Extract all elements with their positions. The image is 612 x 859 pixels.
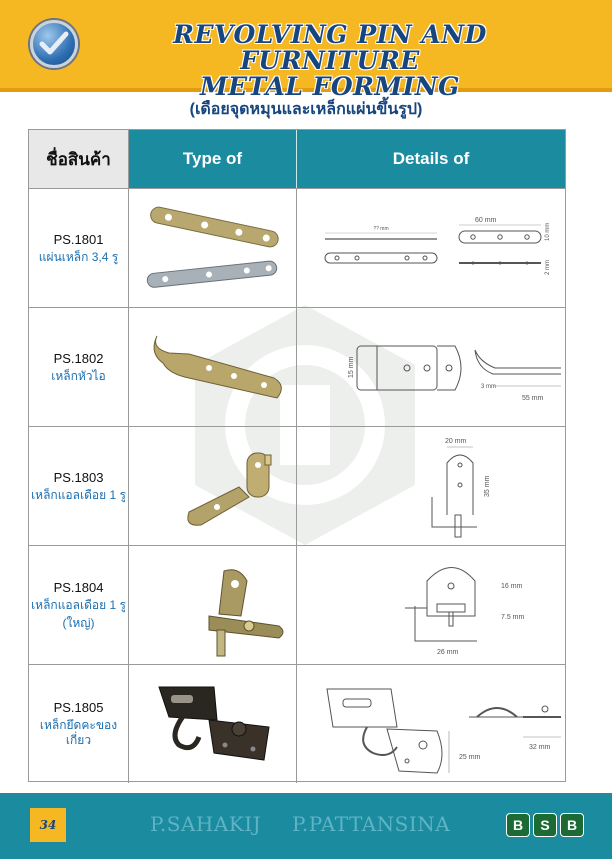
company-name: P.PATTANSINA (292, 812, 451, 836)
dim-label: ?? mm (373, 226, 389, 232)
product-drawing-cell (297, 546, 565, 664)
technical-drawing (297, 546, 565, 664)
product-table (28, 129, 566, 782)
dim-label: 20 mm (445, 438, 467, 445)
dim-label: 16 mm (501, 583, 523, 590)
technical-drawing (297, 665, 565, 783)
product-name-cell (29, 665, 129, 783)
product-image-cell (129, 427, 297, 545)
table-row (29, 426, 565, 545)
brand-logo-icon: B (560, 813, 584, 837)
table-row (29, 664, 565, 783)
product-desc: เหล็กแอลเดือย 1 รู (31, 487, 126, 502)
product-code: PS.1804 (53, 579, 104, 595)
product-desc: เหล็กยึดคะของเกี่ยว (39, 718, 118, 747)
check-badge-icon (30, 20, 78, 68)
dim-label: 15 mm (348, 356, 355, 378)
product-name-cell (29, 546, 129, 664)
dim-label: 10 mm (545, 222, 551, 241)
table-row (29, 307, 565, 426)
product-desc-size: (ใหญ่) (62, 615, 95, 630)
technical-drawing (297, 427, 565, 545)
product-name-cell (29, 189, 129, 307)
table-header (29, 130, 565, 188)
dim-label: 32 mm (529, 744, 551, 751)
page-number: 34 (30, 808, 66, 842)
table-row (29, 545, 565, 664)
technical-drawing (297, 308, 565, 426)
technical-drawing (297, 189, 565, 307)
dim-label: 3 mm (481, 384, 496, 390)
dim-label: 35 mm (484, 475, 491, 497)
dim-label: 60 mm (475, 217, 497, 224)
product-code: PS.1802 (53, 350, 104, 366)
product-image-cell (129, 665, 297, 783)
dim-label: 55 mm (522, 395, 544, 402)
page-subtitle: (เดือยจุดหมุนและเหล็กแผ่นขึ้นรูป) (189, 101, 423, 118)
dim-label: 25 mm (459, 754, 481, 761)
brand-logo-icon: B (506, 813, 530, 837)
footer-company-names (150, 812, 474, 836)
hook-plate-image (129, 308, 297, 426)
l-pin-image (129, 427, 297, 545)
product-image-cell (129, 546, 297, 664)
product-drawing-cell (297, 308, 565, 426)
table-row (29, 188, 565, 307)
brand-logo-icon: S (533, 813, 557, 837)
title-line-1: REVOLVING PIN AND FURNITURE (173, 20, 487, 75)
dim-label: 7.5 mm (501, 614, 525, 621)
product-image-cell (129, 189, 297, 307)
product-drawing-cell (297, 427, 565, 545)
product-name-cell (29, 427, 129, 545)
hasp-latch-image (129, 665, 297, 783)
brand-logos (506, 813, 584, 837)
l-pin-large-image (129, 546, 297, 664)
dim-label: 2 mm (545, 260, 551, 275)
product-drawing-cell (297, 189, 565, 307)
product-drawing-cell (297, 665, 565, 783)
product-desc: เหล็กแอลเดือย 1 รู (31, 597, 126, 612)
product-desc: เหล็กหัวไอ (51, 368, 106, 383)
product-name-cell (29, 308, 129, 426)
product-code: PS.1803 (53, 469, 104, 485)
product-image-cell (129, 308, 297, 426)
product-code: PS.1805 (53, 700, 104, 715)
column-header-name: ชื่อสินค้า (29, 130, 129, 188)
flat-plate-image (129, 189, 297, 307)
column-header-type: Type of (129, 130, 297, 188)
product-code: PS.1801 (53, 231, 104, 247)
company-name: P.SAHAKIJ (150, 812, 262, 836)
dim-label: 26 mm (437, 649, 459, 656)
title-line-2: METAL FORMING (199, 72, 460, 101)
page-title (80, 22, 580, 100)
column-header-detail: Details of (297, 130, 565, 188)
product-desc: แผ่นเหล็ก 3,4 รู (38, 249, 119, 264)
